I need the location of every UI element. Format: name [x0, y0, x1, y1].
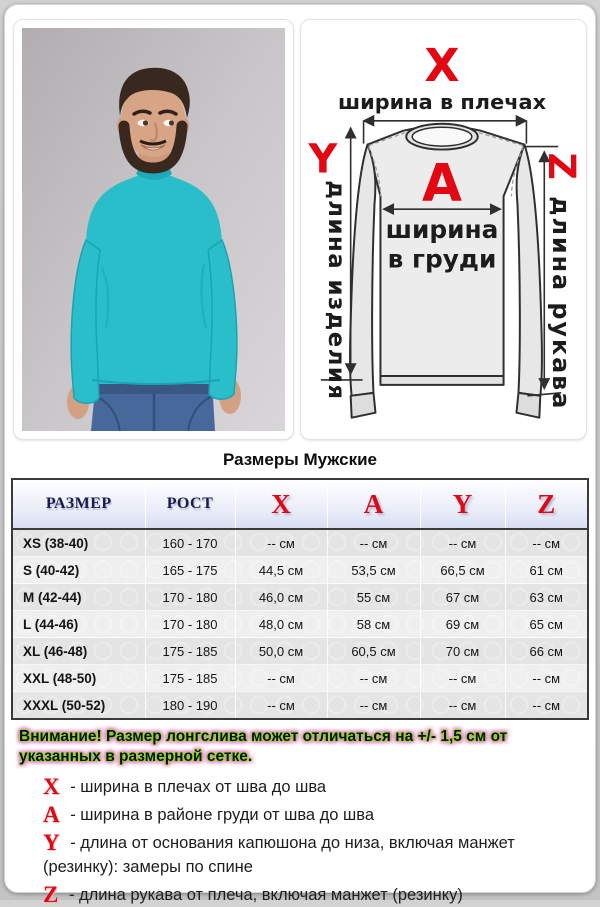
warning-note: Внимание! Размер лонгслива может отличаться на +/- 1,5 см от указанных в размерной сетке. — [19, 728, 508, 765]
value-cell: 48,0 см — [235, 611, 327, 638]
value-cell: -- см — [327, 692, 420, 720]
legend-text: - длина рукава от плеча, включая манжет (резинку) — [68, 886, 463, 904]
legend-text: - ширина в районе груди от шва до шва — [70, 806, 375, 824]
legend-letter: Z — [43, 882, 59, 907]
table-row — [12, 584, 588, 611]
size-cell: S (40-42) — [12, 557, 145, 584]
legend — [43, 775, 579, 907]
model-photo-illustration — [22, 28, 285, 431]
header-z: Z — [505, 479, 588, 529]
value-cell: 170 - 180 — [145, 584, 235, 611]
legend-item — [43, 803, 579, 827]
table-header-row — [12, 479, 588, 529]
header-size: РАЗМЕР — [12, 479, 145, 529]
value-cell: 175 - 185 — [145, 638, 235, 665]
size-cell: XXXL (50-52) — [12, 692, 145, 720]
value-cell: -- см — [420, 665, 505, 692]
table-row — [12, 638, 588, 665]
value-cell: 67 см — [420, 584, 505, 611]
value-cell: 55 см — [327, 584, 420, 611]
diagram-a-label-line1: ширина — [385, 214, 499, 244]
top-row — [13, 19, 587, 440]
legend-item — [43, 883, 579, 907]
measurement-diagram-card — [300, 19, 587, 440]
value-cell: 66 см — [505, 638, 588, 665]
value-cell: 66,5 см — [420, 557, 505, 584]
value-cell: -- см — [505, 692, 588, 720]
size-cell: XXL (48-50) — [12, 665, 145, 692]
legend-text: - длина от основания капюшона до низа, включая манжет (резинку): замеры по спине — [43, 834, 515, 876]
value-cell: -- см — [420, 529, 505, 557]
header-y: Y — [420, 479, 505, 529]
legend-item — [43, 775, 579, 799]
diagram-z-label: длина рукава — [547, 196, 576, 411]
value-cell: -- см — [327, 529, 420, 557]
value-cell: 60,5 см — [327, 638, 420, 665]
legend-item — [43, 831, 579, 879]
header-height: РОСТ — [145, 479, 235, 529]
diagram-a-letter: A — [422, 154, 462, 215]
size-table-body — [12, 529, 588, 719]
diagram-a-label-line2: в груди — [387, 244, 497, 274]
value-cell: 65 см — [505, 611, 588, 638]
header-a: A — [327, 479, 420, 529]
header-x: X — [235, 479, 327, 529]
value-cell: 46,0 см — [235, 584, 327, 611]
value-cell: 175 - 185 — [145, 665, 235, 692]
value-cell: 63 см — [505, 584, 588, 611]
value-cell: 165 - 175 — [145, 557, 235, 584]
value-cell: 58 см — [327, 611, 420, 638]
model-photo — [22, 28, 285, 431]
diagram-z-letter: Z — [540, 152, 585, 180]
table-row — [12, 529, 588, 557]
measurement-diagram — [303, 22, 584, 437]
value-cell: 61 см — [505, 557, 588, 584]
value-cell: -- см — [327, 665, 420, 692]
table-row — [12, 611, 588, 638]
table-row — [12, 557, 588, 584]
value-cell: 69 см — [420, 611, 505, 638]
value-cell: -- см — [235, 529, 327, 557]
value-cell: 160 - 170 — [145, 529, 235, 557]
value-cell: 53,5 см — [327, 557, 420, 584]
photo-card — [13, 19, 294, 440]
page-card — [4, 4, 596, 907]
value-cell: 70 см — [420, 638, 505, 665]
legend-text: - ширина в плечах от шва до шва — [70, 778, 327, 796]
table-row — [12, 665, 588, 692]
size-table — [11, 478, 589, 720]
diagram-y-letter: Y — [308, 136, 338, 183]
size-cell: L (44-46) — [12, 611, 145, 638]
value-cell: -- см — [420, 692, 505, 720]
diagram-y-label: длина изделия — [322, 180, 349, 401]
size-cell: XL (46-48) — [12, 638, 145, 665]
legend-letter: A — [43, 802, 60, 827]
value-cell: -- см — [235, 692, 327, 720]
table-row — [12, 692, 588, 720]
value-cell: -- см — [235, 665, 327, 692]
value-cell: -- см — [505, 665, 588, 692]
value-cell: 44,5 см — [235, 557, 327, 584]
size-cell: XS (38-40) — [12, 529, 145, 557]
value-cell: 180 - 190 — [145, 692, 235, 720]
head — [117, 68, 190, 168]
value-cell: -- см — [505, 529, 588, 557]
value-cell: 50,0 см — [235, 638, 327, 665]
page-title: Размеры Мужские — [223, 450, 377, 469]
jeans — [91, 380, 215, 431]
diagram-x-letter: X — [424, 39, 460, 93]
value-cell: 170 - 180 — [145, 611, 235, 638]
diagram-x-label: ширина в плечах — [337, 89, 547, 114]
size-cell: M (42-44) — [12, 584, 145, 611]
legend-letter: Y — [43, 830, 60, 855]
legend-letter: X — [43, 774, 60, 799]
